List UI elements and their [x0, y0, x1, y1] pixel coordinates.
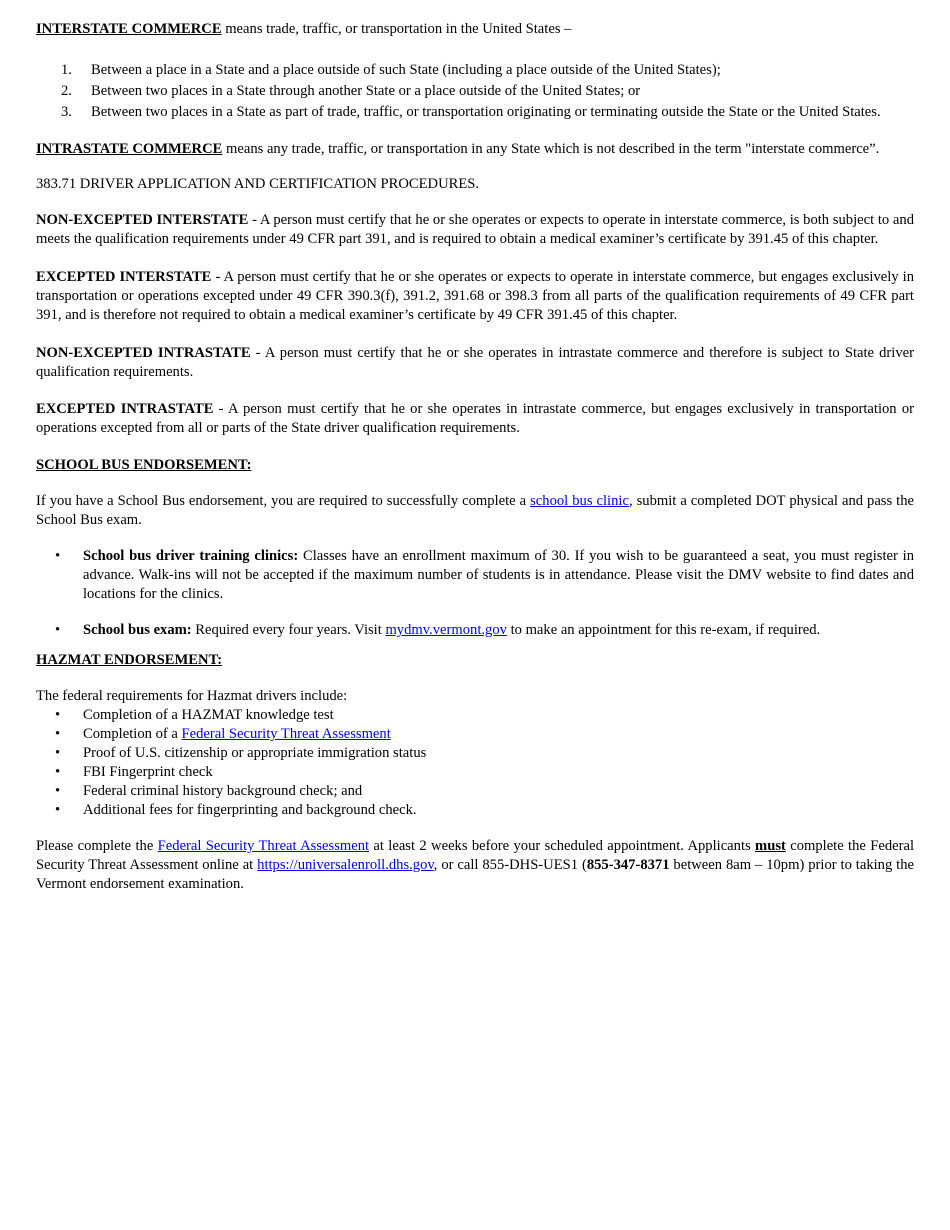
document-page [36, 20, 914, 894]
bullet: • [55, 707, 61, 723]
list-item [36, 547, 914, 604]
category-text: - A person must certify that he or she operates in intrastate commerce, but engages exclusively in transportation or operations excepted from all or parts of the State driver qualification requirements. [36, 401, 914, 436]
list-item-text: Between two places in a State through another State or a place outside of the United States; or [91, 83, 641, 99]
section-title: 383.71 DRIVER APPLICATION AND CERTIFICATION PROCEDURES. [36, 176, 480, 192]
hazmat-heading: HAZMAT ENDORSEMENT: [36, 652, 223, 668]
list-item [36, 61, 914, 80]
list-item [36, 725, 914, 744]
list-item-text: Between two places in a State as part of trade, traffic, or transportation originating or terminating outside the State or the United States. [91, 104, 881, 120]
list-item-text: Completion of a [83, 726, 182, 742]
school-bus-intro-text: , submit a completed DOT physical and pass the School Bus exam. [36, 493, 915, 528]
list-number: 1. [61, 62, 72, 78]
list-item [36, 801, 914, 820]
exam-label: School bus exam: [83, 622, 192, 638]
phone-number: 855-347-8371 [586, 857, 670, 873]
list-item-text: Proof of U.S. citizenship or appropriate immigration status [83, 745, 427, 761]
bullet: • [55, 548, 61, 564]
clinics-label: School bus driver training clinics: [83, 548, 299, 564]
bullet: • [55, 726, 61, 742]
category-text: - A person must certify that he or she operates or expects to operate in interstate commerce, but engages exclusively in transportation or operations excepted under 49 CFR 390.3(f), 391.2, 391.68 or 398.3 from all parts of the qualification requirements of 49 CFR part 391, and is therefore not required to obtain a medical examiner’s certificate by 49 CFR 391.45 of this chapter. [36, 269, 914, 323]
clinics-text: Classes have an enrollment maximum of 30. If you wish to be guaranteed a seat, you must register in advance. Walk-ins will not be accepted if the maximum number of students is in attendance. Please visit the DMV website to find dates and locations for the clinics. [83, 548, 914, 602]
list-number: 3. [61, 104, 72, 120]
list-item [36, 621, 914, 640]
list-item [36, 103, 914, 122]
intrastate-term: INTRASTATE COMMERCE [36, 141, 223, 157]
list-item-text: Additional fees for fingerprinting and background check. [83, 802, 417, 818]
list-item-text: Federal criminal history background check; and [83, 783, 363, 799]
school-bus-heading: SCHOOL BUS ENDORSEMENT: [36, 457, 252, 473]
list-item [36, 782, 914, 801]
list-item [36, 744, 914, 763]
category-term: NON-EXCEPTED INTRASTATE [36, 345, 251, 361]
threat-assessment-link[interactable]: Federal Security Threat Assessment [181, 726, 391, 742]
interstate-definition [36, 20, 914, 39]
list-item [36, 763, 914, 782]
school-bus-clinic-link[interactable]: school bus clinic [530, 493, 629, 509]
closing-text: at least 2 weeks before your scheduled appointment. Applicants [369, 838, 756, 854]
interstate-definition-text: means trade, traffic, or transportation in the United States – [221, 21, 572, 37]
category-text: - A person must certify that he or she operates in intrastate commerce and therefore is subject to State driver qualification requirements. [36, 345, 914, 380]
school-bus-intro-text: If you have a School Bus endorsement, you are required to successfully complete a [36, 493, 531, 509]
category-non-excepted-intrastate [36, 344, 914, 382]
intrastate-definition [36, 140, 914, 159]
list-item-text: FBI Fingerprint check [83, 764, 213, 780]
bullet: • [55, 783, 61, 799]
interstate-term: INTERSTATE COMMERCE [36, 21, 222, 37]
threat-assessment-link-2[interactable]: Federal Security Threat Assessment [157, 838, 370, 854]
school-bus-intro [36, 492, 914, 530]
hazmat-list [36, 706, 914, 820]
must-emphasis: must [755, 838, 786, 854]
hazmat-closing [36, 837, 914, 894]
list-item [36, 82, 914, 101]
hazmat-intro: The federal requirements for Hazmat drivers include: [36, 688, 348, 704]
list-number: 2. [61, 83, 72, 99]
list-item-text: Completion of a HAZMAT knowledge test [83, 707, 334, 723]
list-item-text: Between a place in a State and a place outside of such State (including a place outside of the United States); [91, 62, 721, 78]
closing-text: Please complete the [36, 838, 158, 854]
list-item [36, 706, 914, 725]
category-term: EXCEPTED INTERSTATE [36, 269, 212, 285]
universal-enroll-link[interactable]: https://universalenroll.dhs.gov [257, 857, 434, 873]
category-term: NON-EXCEPTED INTERSTATE [36, 212, 249, 228]
category-non-excepted-interstate [36, 211, 914, 249]
school-bus-list [36, 547, 914, 640]
bullet: • [55, 764, 61, 780]
intrastate-definition-text: means any trade, traffic, or transportation in any State which is not described in the term "interstate commerce”. [222, 141, 880, 157]
category-term: EXCEPTED INTRASTATE [36, 401, 214, 417]
bullet: • [55, 622, 61, 638]
closing-text: complete the Federal Security Threat Assessment online at [36, 838, 914, 873]
exam-text: Required every four years. Visit [191, 622, 386, 638]
category-excepted-intrastate [36, 400, 914, 438]
bullet: • [55, 745, 61, 761]
closing-text: between 8am – 10pm) prior to taking the Vermont endorsement examination. [36, 857, 915, 892]
bullet: • [55, 802, 61, 818]
mydmv-link[interactable]: mydmv.vermont.gov [385, 622, 507, 638]
category-excepted-interstate [36, 268, 914, 325]
exam-text: to make an appointment for this re-exam, if required. [506, 622, 821, 638]
category-text: - A person must certify that he or she operates or expects to operate in interstate commerce, is both subject to and meets the qualification requirements under 49 CFR part 391, and is required to obtain a medical examiner’s certificate by 391.45 of this chapter. [36, 212, 914, 247]
closing-text: , or call 855-DHS-UES1 ( [433, 857, 587, 873]
interstate-list [36, 61, 914, 122]
